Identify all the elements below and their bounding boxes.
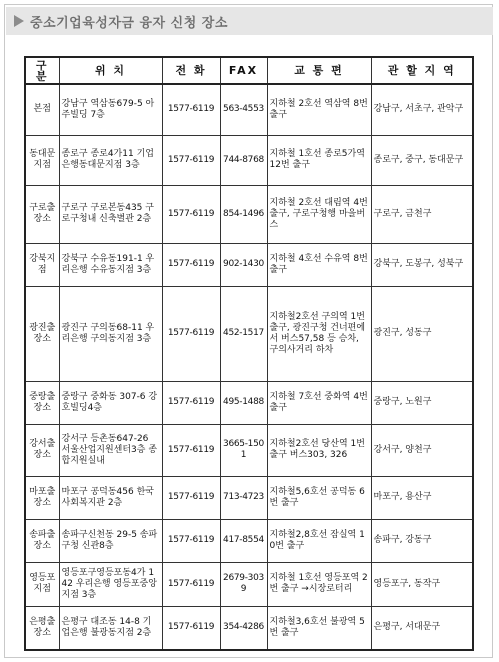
header-transit: 교 통 편 (267, 57, 371, 84)
branch-fax: 2679-3039 (220, 562, 267, 606)
branch-transit: 지하철 2호선 역삼역 8번 출구 (267, 84, 371, 135)
branch-transit: 지하철5,6호선 공덕동 6번 출구 (267, 476, 371, 519)
branch-location: 광진구 구의동68-11 우리은행 구의동지점 3층 (59, 286, 162, 381)
header-fax: FAX (220, 57, 267, 84)
branch-table (24, 56, 474, 651)
table-row (25, 519, 473, 562)
table-row (25, 243, 473, 286)
table-row (25, 606, 473, 650)
branch-phone: 1577-6119 (162, 135, 220, 185)
branch-name: 구로출장소 (25, 185, 59, 243)
table-row (25, 185, 473, 243)
branch-name: 영등포지점 (25, 562, 59, 606)
branch-location: 송파구신천동 29-5 송파구청 신관8층 (59, 519, 162, 562)
branch-transit: 지하철 7호선 중화역 4번 출구 (267, 381, 371, 424)
branch-region: 강남구, 서초구, 관악구 (371, 84, 473, 135)
branch-name: 광진출장소 (25, 286, 59, 381)
branch-phone: 1577-6119 (162, 185, 220, 243)
branch-fax: 902-1430 (220, 243, 267, 286)
branch-transit: 지하철 2호선 대림역 4번 출구, 구로구청행 마을버스 (267, 185, 371, 243)
branch-region: 영등포구, 동작구 (371, 562, 473, 606)
branch-region: 광진구, 성동구 (371, 286, 473, 381)
branch-location: 중랑구 중화동 307-6 강호빌딩4층 (59, 381, 162, 424)
branch-region: 구로구, 금천구 (371, 185, 473, 243)
table-row (25, 476, 473, 519)
branch-phone: 1577-6119 (162, 519, 220, 562)
branch-location: 강북구 수유동191-1 우리은행 수유동지점 3층 (59, 243, 162, 286)
branch-location: 구로구 구로본동435 구로구청내 신축별관 2층 (59, 185, 162, 243)
branch-fax: 452-1517 (220, 286, 267, 381)
branch-location: 종로구 종로4가11 기업은행동대문지점 3층 (59, 135, 162, 185)
table-header-row (25, 57, 473, 84)
branch-fax: 744-8768 (220, 135, 267, 185)
branch-fax: 354-4286 (220, 606, 267, 650)
branch-fax: 3665-1501 (220, 424, 267, 476)
branch-fax: 417-8554 (220, 519, 267, 562)
branch-location: 강서구 등촌동647-26 서울산업지원센터3층 종합지원실내 (59, 424, 162, 476)
section-title-bar (6, 7, 493, 35)
branch-location: 강남구 역삼동679-5 아주빌딩 7층 (59, 84, 162, 135)
branch-phone: 1577-6119 (162, 476, 220, 519)
branch-region: 송파구, 강동구 (371, 519, 473, 562)
branch-phone: 1577-6119 (162, 381, 220, 424)
branch-location: 마포구 공덕동456 한국사회복지관 2층 (59, 476, 162, 519)
table-row (25, 562, 473, 606)
branch-transit: 지하철 1호선 영등포역 2번 출구 →시장로터리 (267, 562, 371, 606)
branch-fax: 495-1488 (220, 381, 267, 424)
branch-name: 중랑출장소 (25, 381, 59, 424)
branch-fax: 854-1496 (220, 185, 267, 243)
branch-name: 마포출장소 (25, 476, 59, 519)
table-row (25, 286, 473, 381)
branch-transit: 지하철2호선 당산역 1번 출구 버스303, 326 (267, 424, 371, 476)
table-row (25, 84, 473, 135)
branch-phone: 1577-6119 (162, 286, 220, 381)
branch-transit: 지하철2호선 구의역 1번 출구, 광진구청 건너편에서 버스57,58 등 승차, 구의사거리 하차 (267, 286, 371, 381)
branch-region: 은평구, 서대문구 (371, 606, 473, 650)
branch-name: 은평출장소 (25, 606, 59, 650)
branch-region: 마포구, 용산구 (371, 476, 473, 519)
branch-region: 중랑구, 노원구 (371, 381, 473, 424)
table-row (25, 381, 473, 424)
header-category: 구 분 (25, 57, 59, 84)
branch-name: 송파출장소 (25, 519, 59, 562)
branch-transit: 지하철3,6호선 불광역 5번 출구 (267, 606, 371, 650)
branch-fax: 713-4723 (220, 476, 267, 519)
branch-region: 강북구, 도봉구, 성북구 (371, 243, 473, 286)
branch-phone: 1577-6119 (162, 424, 220, 476)
header-location: 위 치 (59, 57, 162, 84)
branch-phone: 1577-6119 (162, 562, 220, 606)
branch-transit: 지하철 1호선 종로5가역 12번 출구 (267, 135, 371, 185)
branch-phone: 1577-6119 (162, 84, 220, 135)
branch-location: 영등포구영등포동4가 142 우리은행 영등포중앙지점 3층 (59, 562, 162, 606)
branch-region: 종로구, 중구, 동대문구 (371, 135, 473, 185)
branch-location: 은평구 대조동 14-8 기업은행 불광동지점 2층 (59, 606, 162, 650)
branch-name: 강서출장소 (25, 424, 59, 476)
header-region: 관 할 지 역 (371, 57, 473, 84)
page-title: 중소기업육성자금 융자 신청 장소 (30, 15, 228, 31)
branch-transit: 지하철 4호선 수유역 8번 출구 (267, 243, 371, 286)
table-row (25, 424, 473, 476)
branch-name: 본점 (25, 84, 59, 135)
branch-phone: 1577-6119 (162, 606, 220, 650)
branch-region: 강서구, 양천구 (371, 424, 473, 476)
triangle-arrow-icon (14, 15, 24, 27)
branch-fax: 563-4553 (220, 84, 267, 135)
branch-transit: 지하철2,8호선 잠실역 10번 출구 (267, 519, 371, 562)
table-row (25, 135, 473, 185)
branch-name: 강북지점 (25, 243, 59, 286)
branch-name: 동대문지점 (25, 135, 59, 185)
branch-phone: 1577-6119 (162, 243, 220, 286)
header-phone: 전 화 (162, 57, 220, 84)
